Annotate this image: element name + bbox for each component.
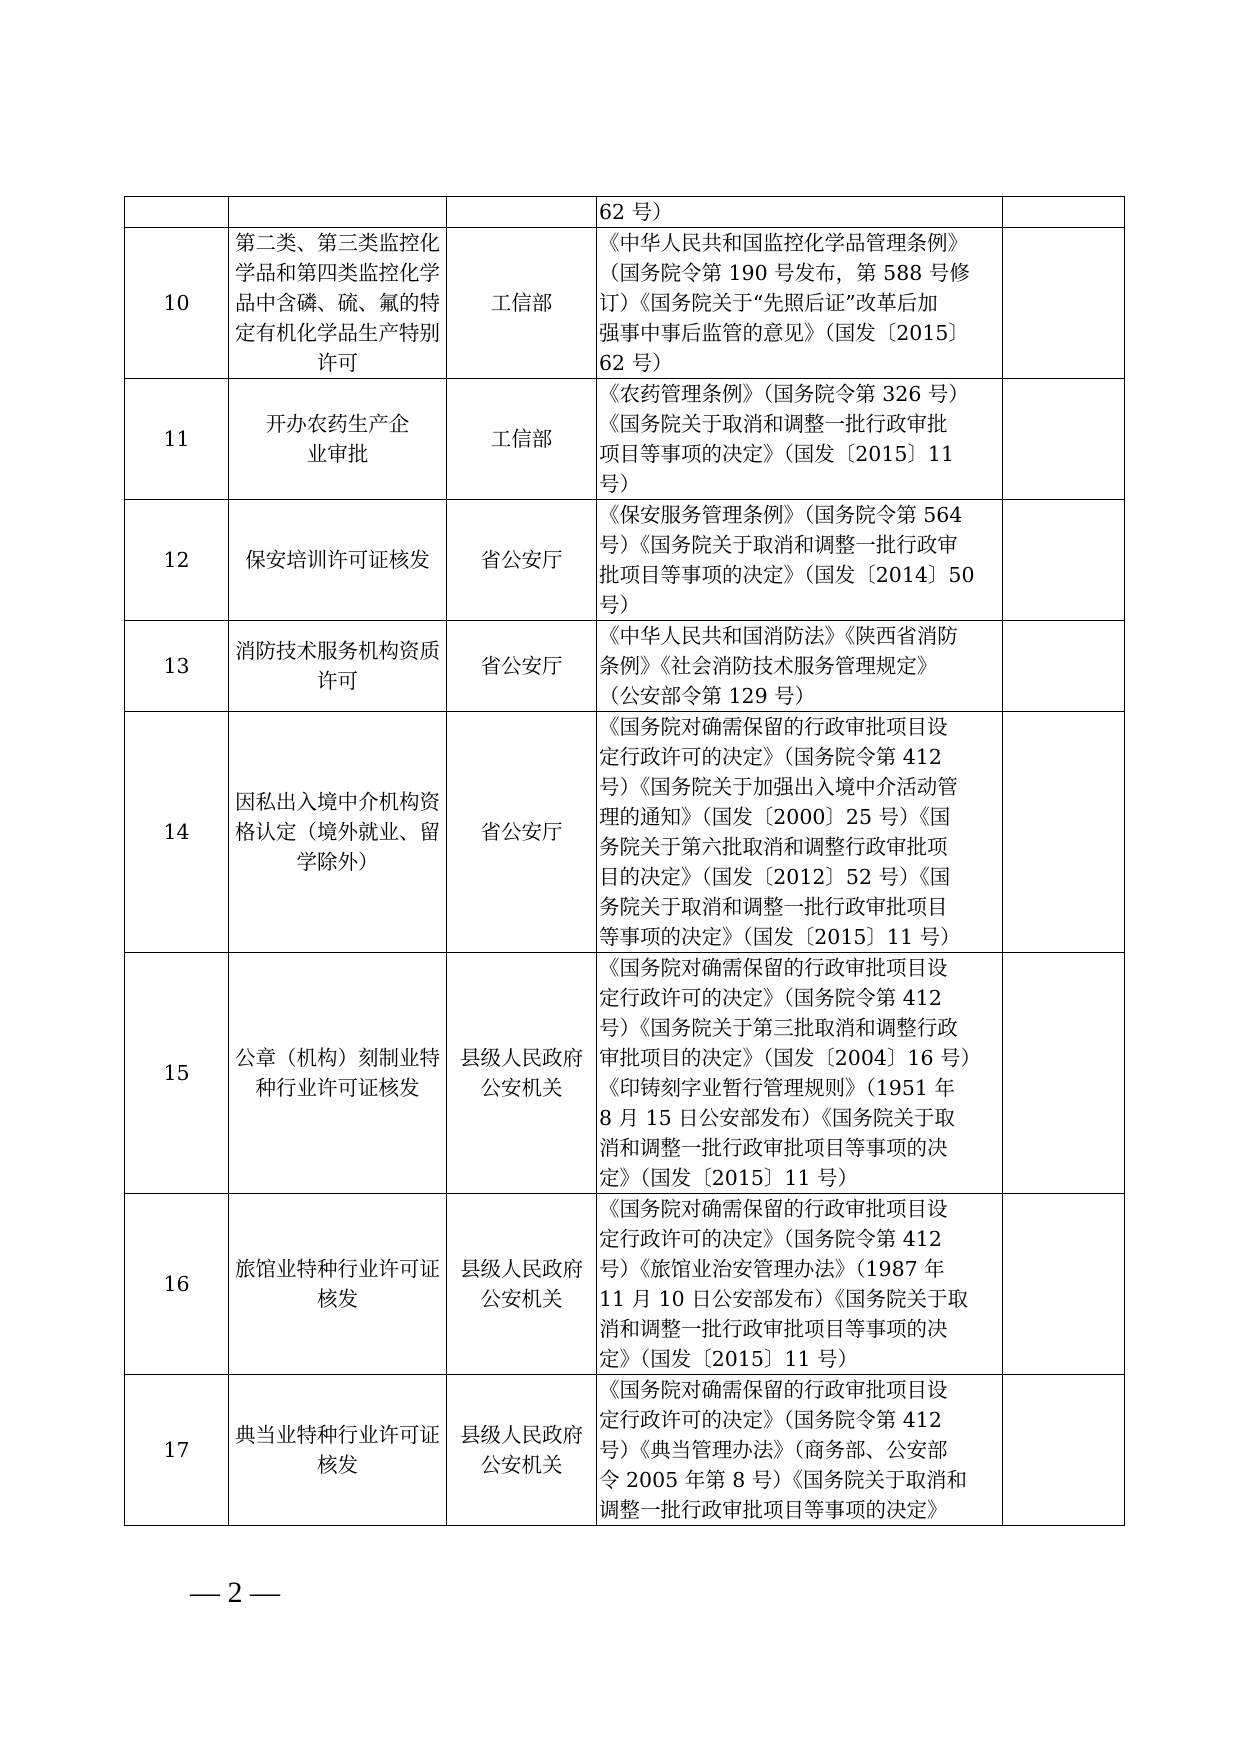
legal-basis-line: 条例》《社会消防技术服务管理规定》 (599, 654, 938, 678)
table-row (125, 1194, 1125, 1375)
legal-basis-line: 定行政许可的决定》（国务院令第 412 (599, 986, 942, 1010)
legal-basis (597, 1194, 1003, 1375)
remarks (1003, 621, 1125, 712)
remarks (1003, 1375, 1125, 1526)
permit-table (124, 196, 1125, 1526)
row-number: 12 (125, 500, 229, 621)
legal-basis-line: 定行政许可的决定》（国务院令第 412 (599, 745, 942, 769)
approving-authority: 省公安厅 (447, 712, 597, 953)
legal-basis (597, 197, 1003, 228)
approving-authority: 工信部 (447, 379, 597, 500)
permit-item: 公章（机构）刻制业特种行业许可证核发 (229, 953, 447, 1194)
table-row (125, 712, 1125, 953)
legal-basis-line: 号）《国务院关于取消和调整一批行政审 (599, 533, 958, 557)
legal-basis-line: 等事项的决定》（国发〔2015〕11 号） (599, 925, 961, 949)
legal-basis-line: 消和调整一批行政审批项目等事项的决 (599, 1136, 948, 1160)
legal-basis-line: 消和调整一批行政审批项目等事项的决 (599, 1317, 948, 1341)
approving-authority: 县级人民政府公安机关 (447, 953, 597, 1194)
remarks (1003, 379, 1125, 500)
legal-basis-line: 62 号） (599, 200, 673, 224)
permit-item: 开办农药生产企业审批 (229, 379, 447, 500)
legal-basis (597, 712, 1003, 953)
legal-basis-line: 《中华人民共和国消防法》《陕西省消防 (599, 624, 958, 648)
legal-basis-line: 《印铸刻字业暂行管理规则》（1951 年 (599, 1076, 955, 1100)
legal-basis-line: 《国务院关于取消和调整一批行政审批 (599, 412, 948, 436)
legal-basis-line: 理的通知》（国发〔2000〕25 号）《国 (599, 805, 951, 829)
approving-authority: 县级人民政府公安机关 (447, 1194, 597, 1375)
permit-item (229, 197, 447, 228)
legal-basis (597, 500, 1003, 621)
row-number: 10 (125, 228, 229, 379)
approving-authority: 省公安厅 (447, 500, 597, 621)
row-number: 14 (125, 712, 229, 953)
table-row (125, 197, 1125, 228)
legal-basis-line: 项目等事项的决定》（国发〔2015〕11 (599, 442, 955, 466)
legal-basis (597, 621, 1003, 712)
legal-basis (597, 379, 1003, 500)
remarks (1003, 1194, 1125, 1375)
table-row (125, 500, 1125, 621)
approving-authority: 省公安厅 (447, 621, 597, 712)
permit-item: 消防技术服务机构资质许可 (229, 621, 447, 712)
permit-item: 第二类、第三类监控化学品和第四类监控化学品中含磷、硫、氟的特定有机化学品生产特别许可 (229, 228, 447, 379)
table-row (125, 1375, 1125, 1526)
legal-basis-line: 定》（国发〔2015〕11 号） (599, 1347, 859, 1371)
row-number: 13 (125, 621, 229, 712)
legal-basis-line: 目的决定》（国发〔2012〕52 号）《国 (599, 865, 951, 889)
legal-basis (597, 228, 1003, 379)
legal-basis-line: 《中华人民共和国监控化学品管理条例》 (599, 231, 968, 255)
legal-basis-line: 《国务院对确需保留的行政审批项目设 (599, 956, 948, 980)
legal-basis-line: 《国务院对确需保留的行政审批项目设 (599, 1378, 948, 1402)
legal-basis-line: 定》（国发〔2015〕11 号） (599, 1166, 859, 1190)
legal-basis-line: 号） (599, 472, 640, 496)
legal-basis-line: 令 2005 年第 8 号）《国务院关于取消和 (599, 1468, 968, 1492)
legal-basis (597, 1375, 1003, 1526)
permit-item: 因私出入境中介机构资格认定（境外就业、留学除外） (229, 712, 447, 953)
legal-basis-line: 批项目等事项的决定》（国发〔2014〕50 (599, 563, 975, 587)
table-row (125, 228, 1125, 379)
legal-basis-line: 8 月 15 日公安部发布）《国务院关于取 (599, 1106, 955, 1130)
legal-basis-line: 号）《旅馆业治安管理办法》（1987 年 (599, 1257, 945, 1281)
remarks (1003, 953, 1125, 1194)
legal-basis-line: 务院关于第六批取消和调整行政审批项 (599, 835, 948, 859)
remarks (1003, 228, 1125, 379)
legal-basis-line: 《国务院对确需保留的行政审批项目设 (599, 1197, 948, 1221)
legal-basis-line: 订）《国务院关于“先照后证”改革后加 (599, 291, 938, 315)
table-row (125, 379, 1125, 500)
legal-basis-line: （公安部令第 129 号） (599, 684, 816, 708)
approving-authority: 县级人民政府公安机关 (447, 1375, 597, 1526)
table-row (125, 621, 1125, 712)
row-number: 17 (125, 1375, 229, 1526)
row-number (125, 197, 229, 228)
remarks (1003, 712, 1125, 953)
table-row (125, 953, 1125, 1194)
permit-item: 典当业特种行业许可证核发 (229, 1375, 447, 1526)
remarks (1003, 197, 1125, 228)
row-number: 11 (125, 379, 229, 500)
legal-basis-line: 号）《国务院关于加强出入境中介活动管 (599, 775, 958, 799)
legal-basis-line: 号） (599, 593, 640, 617)
legal-basis-line: 11 月 10 日公安部发布）《国务院关于取 (599, 1287, 968, 1311)
legal-basis (597, 953, 1003, 1194)
legal-basis-line: 强事中事后监管的意见》（国发〔2015〕 (599, 321, 969, 345)
approving-authority: 工信部 (447, 228, 597, 379)
legal-basis-line: 号）《国务院关于第三批取消和调整行政 (599, 1016, 958, 1040)
legal-basis-line: 定行政许可的决定》（国务院令第 412 (599, 1227, 942, 1251)
legal-basis-line: 务院关于取消和调整一批行政审批项目 (599, 895, 948, 919)
legal-basis-line: 号）《典当管理办法》（商务部、公安部 (599, 1438, 948, 1462)
row-number: 15 (125, 953, 229, 1194)
permit-item: 保安培训许可证核发 (229, 500, 447, 621)
page-number: — 2 — (190, 1576, 280, 1609)
table-body (125, 197, 1125, 1526)
approving-authority (447, 197, 597, 228)
legal-basis-line: 62 号） (599, 351, 673, 375)
legal-basis-line: 调整一批行政审批项目等事项的决定》 (599, 1498, 948, 1522)
legal-basis-line: 定行政许可的决定》（国务院令第 412 (599, 1408, 942, 1432)
legal-basis-line: 《农药管理条例》（国务院令第 326 号） (599, 382, 969, 406)
legal-basis-line: 《保安服务管理条例》（国务院令第 564 (599, 503, 963, 527)
legal-basis-line: 审批项目的决定》（国发〔2004〕16 号） (599, 1046, 982, 1070)
legal-basis-line: （国务院令第 190 号发布，第 588 号修 (599, 261, 970, 285)
row-number: 16 (125, 1194, 229, 1375)
remarks (1003, 500, 1125, 621)
legal-basis-line: 《国务院对确需保留的行政审批项目设 (599, 715, 948, 739)
permit-item: 旅馆业特种行业许可证核发 (229, 1194, 447, 1375)
